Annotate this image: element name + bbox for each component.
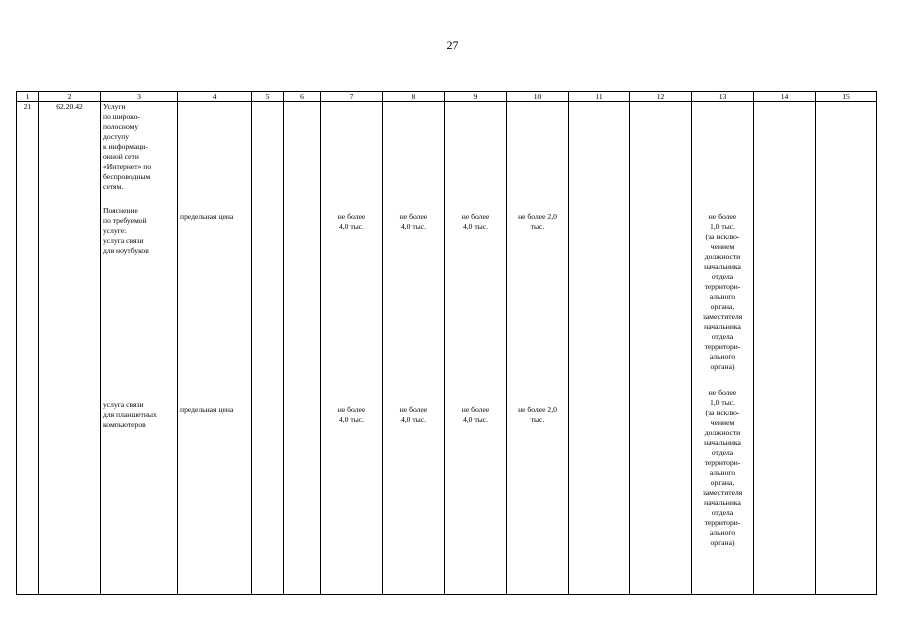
empty-cell <box>754 102 816 595</box>
value-tablets-col8: не более 4,0 тыс. <box>399 405 428 425</box>
column-number: 11 <box>569 92 630 102</box>
empty-cell <box>816 102 877 595</box>
column-number: 9 <box>445 92 507 102</box>
value-tablets-col7: не более 4,0 тыс. <box>337 405 366 425</box>
column-number: 12 <box>630 92 692 102</box>
price-type-laptops: предельная цена <box>180 212 234 221</box>
column-number: 1 <box>17 92 39 102</box>
column-number: 3 <box>101 92 178 102</box>
column-number: 4 <box>178 92 252 102</box>
service-description-cell <box>101 102 178 595</box>
column-number: 15 <box>816 92 877 102</box>
okpd-code: 62.20.42 <box>56 102 83 111</box>
characteristic-cell <box>178 102 252 595</box>
value-tablets-col13: не более 1,0 тыс. (за исклю- чением должности начальника отдела территори- ального органа, заместителя начальника отдела территори- ального органа) <box>702 388 743 548</box>
service-name: Услуги по широко- полосному доступу к информаци- онной сети «Интернет» по беспроводным сетям. <box>103 102 152 192</box>
service-explanation-laptops: Пояснение по требуемой услуге: услуга связи для ноутбуков <box>103 206 149 256</box>
empty-cell <box>569 102 630 595</box>
column-number: 14 <box>754 92 816 102</box>
price-type-tablets: предельная цена <box>180 405 234 415</box>
value-laptops-col10: не более 2,0 тыс. <box>518 212 557 232</box>
service-tablets: услуга связи для планшетных компьютеров <box>103 400 157 430</box>
requirements-table <box>16 91 877 595</box>
column-number: 2 <box>39 92 101 102</box>
value-laptops-col9: не более 4,0 тыс. <box>461 212 490 232</box>
column-number: 8 <box>383 92 445 102</box>
empty-cell <box>284 102 321 595</box>
okpd-code-cell <box>39 102 101 595</box>
value-tablets-col10: не более 2,0 тыс. <box>518 405 557 425</box>
table-row <box>17 102 877 595</box>
column-number: 13 <box>692 92 754 102</box>
row-number-cell <box>17 102 39 595</box>
column-number: 7 <box>321 92 383 102</box>
value-laptops-col13: не более 1,0 тыс. (за исклю- чением должности начальника отдела территори- ального органа, заместителя начальника отдела территори- ального органа) <box>702 212 743 372</box>
value-laptops-col8: не более 4,0 тыс. <box>399 212 428 232</box>
value-cell-col8 <box>383 102 445 595</box>
empty-cell <box>252 102 284 595</box>
value-cell-col13 <box>692 102 754 595</box>
column-number: 5 <box>252 92 284 102</box>
empty-cell <box>630 102 692 595</box>
column-number-row <box>17 92 877 102</box>
page-number: 27 <box>446 38 459 52</box>
column-number: 6 <box>284 92 321 102</box>
value-laptops-col7: не более 4,0 тыс. <box>337 212 366 232</box>
value-tablets-col9: не более 4,0 тыс. <box>461 405 490 425</box>
value-cell-col7 <box>321 102 383 595</box>
value-cell-col9 <box>445 102 507 595</box>
row-number: 21 <box>23 102 32 111</box>
column-number: 10 <box>507 92 569 102</box>
value-cell-col10 <box>507 102 569 595</box>
